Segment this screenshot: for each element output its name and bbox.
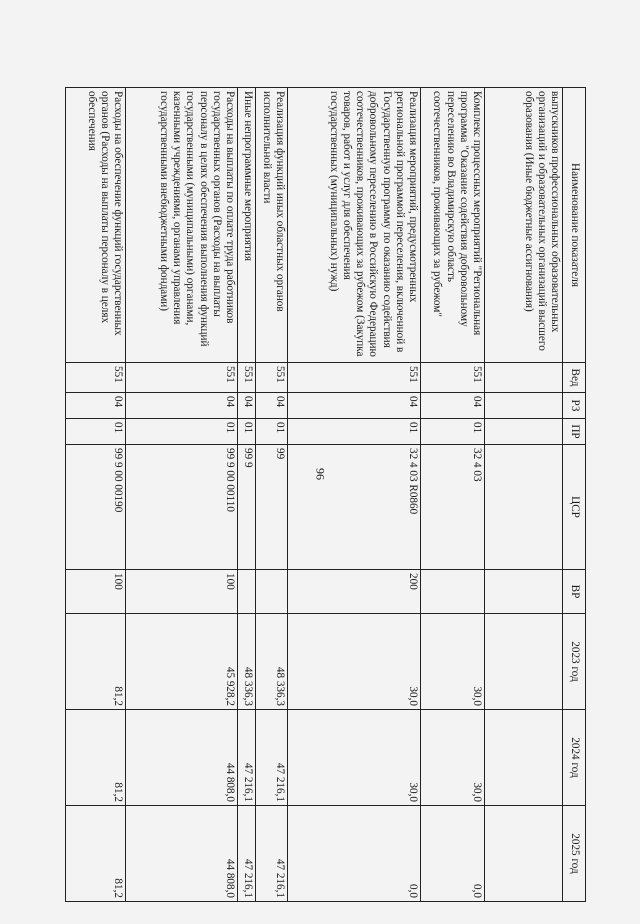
cell-ved: 551 — [66, 363, 126, 393]
cell-pr: 01 — [421, 419, 485, 445]
table-row — [288, 88, 421, 902]
cell-2023: 48 336,3 — [256, 614, 288, 710]
cell-2024: 81,2 — [66, 710, 126, 806]
cell-2024: 30,0 — [421, 710, 485, 806]
cell-csr: 32 4 03 R0860 — [288, 445, 421, 570]
cell-name: выпускников профессиональных образовательных организаций и образовательных организаций высшего образования (Иные бюджетные ассигнования) — [485, 88, 563, 363]
table-row — [256, 88, 288, 902]
cell-rz: 04 — [421, 393, 485, 419]
cell-csr: 99 9 00 00190 — [66, 445, 126, 570]
cell-ved: 551 — [126, 363, 238, 393]
cell-name: Расходы на обеспечение функций государственных органов (Расходы на выплаты персоналу в целях обеспечения — [66, 88, 126, 363]
cell-2024 — [485, 710, 563, 806]
cell-ved: 551 — [238, 363, 256, 393]
cell-2025: 47 216,1 — [238, 806, 256, 902]
cell-name: Расходы на выплаты по оплате труда работников государственных органов (Расходы на выплаты персоналу в целях обеспечения выполнения функций государственными (муниципальными) органами, казенными учреждениями, органами управления государственными внебюджетными фондами) — [126, 88, 238, 363]
cell-csr — [485, 445, 563, 570]
rotated-table-container — [85, 87, 586, 899]
header-rz: РЗ — [563, 393, 586, 419]
cell-2025: 0,0 — [421, 806, 485, 902]
cell-2025: 0,0 — [288, 806, 421, 902]
table-row — [238, 88, 256, 902]
cell-vr — [421, 570, 485, 614]
cell-2023: 30,0 — [288, 614, 421, 710]
cell-pr: 01 — [256, 419, 288, 445]
cell-name: Реализация мероприятий, предусмотренных региональной программой переселения, включенной в Государственную программу по оказанию содействия добровольному переселению в Российскую Федерацию соотечественников, проживающих за рубежом (Закупка товаров, работ и услуг для обеспечения государственных (муниципальных) нужд) — [288, 88, 421, 363]
cell-pr: 01 — [238, 419, 256, 445]
cell-2025: 47 216,1 — [256, 806, 288, 902]
cell-pr — [485, 419, 563, 445]
cell-ved: 551 — [288, 363, 421, 393]
cell-csr: 99 9 — [238, 445, 256, 570]
table-row — [126, 88, 238, 902]
cell-2024: 44 808,0 — [126, 710, 238, 806]
cell-rz: 04 — [288, 393, 421, 419]
cell-ved: 551 — [256, 363, 288, 393]
cell-2023: 48 336,3 — [238, 614, 256, 710]
table-row — [66, 88, 126, 902]
cell-2023: 81,2 — [66, 614, 126, 710]
cell-rz: 04 — [66, 393, 126, 419]
cell-vr: 100 — [66, 570, 126, 614]
cell-rz: 04 — [126, 393, 238, 419]
cell-2023: 30,0 — [421, 614, 485, 710]
cell-pr: 01 — [126, 419, 238, 445]
header-pr: ПР — [563, 419, 586, 445]
cell-csr: 99 9 00 00110 — [126, 445, 238, 570]
cell-2025: 44 808,0 — [126, 806, 238, 902]
header-2024: 2024 год — [563, 710, 586, 806]
header-ved: Вед — [563, 363, 586, 393]
cell-name: Комплекс процессных мероприятий "Региональная программа "Оказание содействия добровольному переселению во Владимирскую область соотечественников, проживающих за рубежом" — [421, 88, 485, 363]
cell-name: Реализация функций иных областных органов исполнительной власти — [256, 88, 288, 363]
document-sheet — [85, 87, 586, 899]
cell-vr — [256, 570, 288, 614]
cell-csr: 32 4 03 — [421, 445, 485, 570]
cell-2024: 47 216,1 — [238, 710, 256, 806]
table-row — [421, 88, 485, 902]
cell-vr — [238, 570, 256, 614]
header-2025: 2025 год — [563, 806, 586, 902]
cell-pr: 01 — [66, 419, 126, 445]
cell-ved — [485, 363, 563, 393]
cell-2024: 47 216,1 — [256, 710, 288, 806]
cell-vr — [485, 570, 563, 614]
page-number: 96 — [313, 468, 328, 480]
cell-vr: 200 — [288, 570, 421, 614]
cell-2023: 45 928,2 — [126, 614, 238, 710]
cell-rz — [485, 393, 563, 419]
header-vr: ВР — [563, 570, 586, 614]
table-row — [485, 88, 563, 902]
header-2023: 2023 год — [563, 614, 586, 710]
cell-pr: 01 — [288, 419, 421, 445]
cell-2025: 81,2 — [66, 806, 126, 902]
cell-name: Иные непрограммные мероприятия — [238, 88, 256, 363]
cell-2025 — [485, 806, 563, 902]
budget-table — [65, 87, 586, 902]
cell-ved: 551 — [421, 363, 485, 393]
header-name: Наименование показателя — [563, 88, 586, 363]
cell-rz: 04 — [256, 393, 288, 419]
cell-2024: 30,0 — [288, 710, 421, 806]
cell-rz: 04 — [238, 393, 256, 419]
cell-2023 — [485, 614, 563, 710]
table-header-row — [563, 88, 586, 902]
cell-csr: 99 — [256, 445, 288, 570]
header-csr: ЦСР — [563, 445, 586, 570]
cell-vr: 100 — [126, 570, 238, 614]
